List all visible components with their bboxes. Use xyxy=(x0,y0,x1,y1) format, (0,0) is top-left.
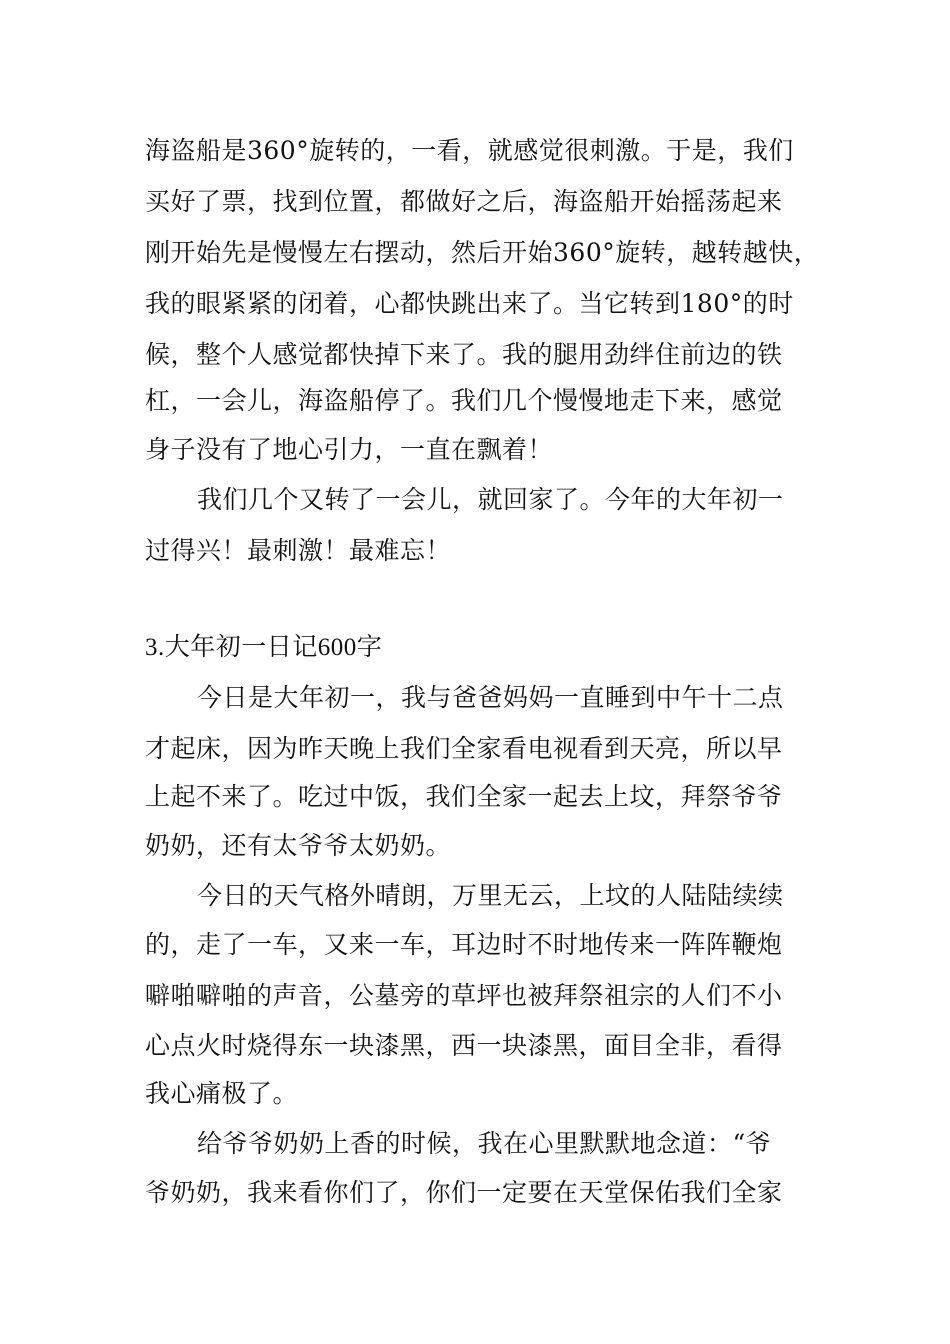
text-line: 杠，一会儿，海盗船停了。我们几个慢慢地走下来，感觉 xyxy=(145,386,783,415)
text-line: 买好了票，找到位置，都做好之后，海盗船开始摇荡起来 xyxy=(145,187,783,216)
text-line: 心点火时烧得东一块漆黑，西一块漆黑，面目全非，看得 xyxy=(145,1031,783,1060)
text-line: 上起不来了。吃过中饭，我们全家一起去上坟，拜祭爷爷 xyxy=(145,782,783,811)
text-line: 才起床，因为昨天晚上我们全家看电视看到天亮，所以早 xyxy=(145,734,783,763)
text-line: 奶奶，还有太爷爷太奶奶。 xyxy=(145,831,452,860)
text-line: 我心痛极了。 xyxy=(145,1079,299,1108)
text-line: 给爷爷奶奶上香的时候，我在心里默默地念道：“爷 xyxy=(197,1129,772,1158)
text-line: 我的眼紧紧的闭着，心都快跳出来了。当它转到180°的时 xyxy=(145,289,794,318)
text-line: 的，走了一车，又来一车，耳边时不时地传来一阵阵鞭炮 xyxy=(145,930,783,959)
text-line: 我们几个又转了一会儿，就回家了。今年的大年初一 xyxy=(197,485,784,514)
text-line: 过得兴！最刺激！最难忘！ xyxy=(145,536,452,565)
text-line: 海盗船是360°旋转的，一看，就感觉很刺激。于是，我们 xyxy=(145,136,794,165)
text-line: 今日是大年初一，我与爸爸妈妈一直睡到中午十二点 xyxy=(197,683,784,712)
text-line: 今日的天气格外晴朗，万里无云，上坟的人陆陆续续 xyxy=(197,881,784,910)
text-line: 身子没有了地心引力，一直在飘着！ xyxy=(145,435,554,464)
text-line: 爷奶奶，我来看你们了，你们一定要在天堂保佑我们全家 xyxy=(145,1178,783,1207)
text-line: 候，整个人感觉都快掉下来了。我的腿用劲绊住前边的铁 xyxy=(145,340,783,369)
text-line: 刚开始先是慢慢左右摆动，然后开始360°旋转，越转越快， xyxy=(145,238,820,267)
text-line: 噼啪噼啪的声音，公墓旁的草坪也被拜祭祖宗的人们不小 xyxy=(145,981,783,1010)
section-heading: 3.大年初一日记600字 xyxy=(145,634,383,661)
